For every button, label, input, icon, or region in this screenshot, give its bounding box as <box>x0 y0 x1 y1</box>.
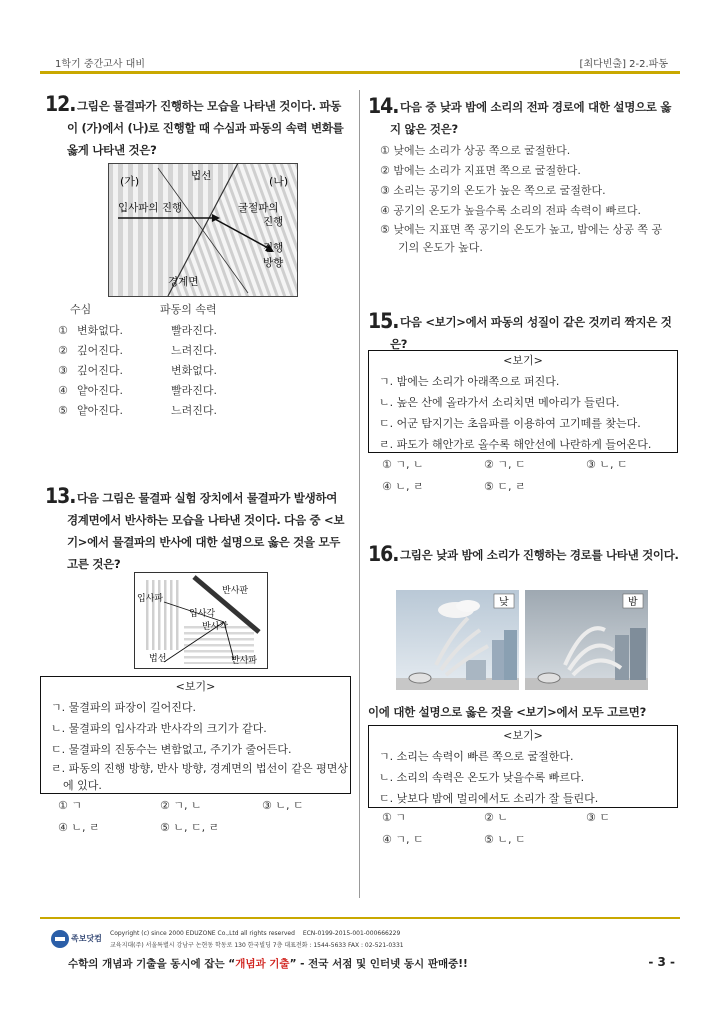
q13-option[interactable]: ① ㄱ <box>58 799 82 812</box>
q16-bogi-box <box>368 725 678 808</box>
footer-rule <box>40 917 680 919</box>
q12-fig-ga: (가) <box>120 175 140 188</box>
q13-bogi-item: ㄱ. 물결파의 파장이 길어진다. <box>51 701 196 714</box>
q13-fig-normal: 법선 <box>149 654 167 664</box>
header-right: [최다빈출] 2-2.파동 <box>579 59 668 70</box>
q13-bogi-item: ㄷ. 물결파의 진동수는 변함없고, 주기가 줄어든다. <box>51 743 292 756</box>
q16-day-figure <box>396 590 519 690</box>
q12-col-depth: 수심 <box>70 303 92 316</box>
q14-option[interactable]: ④ 공기의 온도가 높을수록 소리의 전파 속력이 빠르다. <box>380 204 641 217</box>
q16-option[interactable]: ③ ㄷ <box>586 811 610 824</box>
q12-number: 12. <box>45 92 76 116</box>
q15-option[interactable]: ② ㄱ, ㄷ <box>484 458 526 471</box>
q12-fig-boundary: 경계면 <box>168 276 199 288</box>
q16-option[interactable]: ① ㄱ <box>382 811 406 824</box>
footer-copyright-line <box>110 930 400 937</box>
footer-promo-a: 수학의 개념과 기출을 동시에 잡는 “ <box>68 958 236 970</box>
q12-option[interactable]: ⑤ 얕아진다. 느려진다. <box>58 404 218 417</box>
q12-text: 그림은 물결파가 진행하는 모습을 나타낸 것이다. 파동이 (가)에서 (나)로 진행할 때 수심과 파동의 속력 변화를 옳게 나타낸 것은? <box>67 99 344 157</box>
q13-option[interactable]: ③ ㄴ, ㄷ <box>262 799 304 812</box>
q14-option[interactable]: ② 밤에는 소리가 지표면 쪽으로 굴절한다. <box>380 164 581 177</box>
q14-option[interactable]: ③ 소리는 공기의 온도가 높은 쪽으로 굴절한다. <box>380 184 606 197</box>
q16-bogi-item: ㄱ. 소리는 속력이 빠른 쪽으로 굴절한다. <box>379 750 574 763</box>
column-divider <box>359 90 360 898</box>
q12-figure <box>108 163 298 297</box>
q12-fig-dir2: 방향 <box>263 257 284 269</box>
q13-bogi-title: <보기> <box>175 680 216 693</box>
q16-option[interactable]: ④ ㄱ, ㄷ <box>382 833 424 846</box>
q14-option[interactable]: ① 낮에는 소리가 상공 쪽으로 굴절한다. <box>380 144 571 157</box>
q13-bogi-item: 에 있다. <box>63 779 102 792</box>
q13-bogi-item: ㄹ. 파동의 진행 방향, 반사 방향, 경계면의 법선이 같은 평면상 <box>51 762 348 775</box>
q12-option[interactable]: ② 깊어진다. 느려진다. <box>58 344 218 357</box>
q16-bogi-item: ㄴ. 소리의 속력은 온도가 낮을수록 빠르다. <box>379 771 585 784</box>
q15-option[interactable]: ⑤ ㄷ, ㄹ <box>484 480 526 493</box>
q16-option[interactable]: ② ㄴ <box>484 811 508 824</box>
q15-option[interactable]: ④ ㄴ, ㄹ <box>382 480 424 493</box>
q15-option[interactable]: ① ㄱ, ㄴ <box>382 458 424 471</box>
footer-promo-b: 개념과 기출 <box>235 958 290 970</box>
q12-fig-refracted2: 진행 <box>263 216 284 228</box>
q13-fig-reflected: 반사파 <box>231 656 258 666</box>
q14-options <box>380 141 680 257</box>
q14-text: 다음 중 낮과 밤에 소리의 전파 경로에 대한 설명으로 옳지 않은 것은? <box>390 100 672 136</box>
q13-option[interactable]: ② ㄱ, ㄴ <box>160 799 202 812</box>
q16-day-label: 낮 <box>499 597 509 608</box>
q15-number: 15. <box>368 309 399 333</box>
q12-fig-normal: 법선 <box>191 170 212 182</box>
page-number: - 3 - <box>648 955 675 969</box>
q16-bogi-title: <보기> <box>503 729 543 742</box>
q12-option[interactable]: ① 변화없다. 빨라진다. <box>58 324 218 337</box>
q13-fig-angle-r: 반사각 <box>202 622 229 632</box>
q13-number: 13. <box>45 484 76 508</box>
q16-night-figure <box>525 590 648 690</box>
q13-bogi-box <box>40 676 351 794</box>
q13-figure <box>134 572 268 669</box>
q14-option[interactable]: ⑤ 낮에는 지표면 쪽 공기의 온도가 높고, 밤에는 상공 쪽 공 <box>380 223 663 236</box>
q15-bogi-item: ㄱ. 밤에는 소리가 아래쪽으로 퍼진다. <box>379 375 560 388</box>
q13-fig-incident: 입사파 <box>137 594 164 604</box>
q15-text: 다음 <보기>에서 파동의 성질이 같은 것끼리 짝지은 것은? <box>390 315 672 351</box>
q16-bogi-item: ㄷ. 낮보다 밤에 멀리에서도 소리가 잘 들린다. <box>379 792 599 805</box>
q15-bogi-box <box>368 350 678 453</box>
q14-option-cont: 기의 온도가 높다. <box>398 241 483 254</box>
q15-bogi-title: <보기> <box>503 354 543 367</box>
q13-fig-plate: 반사판 <box>222 586 249 596</box>
q13-option[interactable]: ④ ㄴ, ㄹ <box>58 821 100 834</box>
footer-logo <box>50 928 105 950</box>
q16-option[interactable]: ⑤ ㄴ, ㄷ <box>484 833 526 846</box>
q12-fig-refracted1: 굴절파의 <box>238 202 279 214</box>
q12-col-speed: 파동의 속력 <box>160 303 217 316</box>
q15-bogi-item: ㄷ. 어군 탐지기는 초음파를 이용하여 고기떼를 찾는다. <box>379 417 641 430</box>
footer-address: 교육지대(주) 서울특별시 강남구 논현동 학동로 130 한국빌딩 7층 대표전화 : 1544-5633 FAX : 02-521-0331 <box>110 942 404 949</box>
logo-icon <box>50 929 70 949</box>
q12-options <box>58 321 258 421</box>
q13-option[interactable]: ⑤ ㄴ, ㄷ, ㄹ <box>160 821 220 834</box>
q16-number: 16. <box>368 542 399 566</box>
footer-brand: 족보닷컴 <box>71 934 102 943</box>
q13-text: 다음 그림은 물결파 실험 장치에서 물결파가 발생하여 경계면에서 반사하는 모습을 나타낸 것이다. 다음 중 <보기>에서 물결파의 반사에 대한 설명으로 옳은 것을 모두 고른 것은? <box>67 491 345 571</box>
q13-bogi-item: ㄴ. 물결파의 입사각과 반사각의 크기가 같다. <box>51 722 267 735</box>
q14-number: 14. <box>368 94 399 118</box>
q15-bogi-item: ㄹ. 파도가 해안가로 올수록 해안선에 나란하게 들어온다. <box>379 438 652 451</box>
q16-text: 그림은 낮과 밤에 소리가 진행하는 경로를 나타낸 것이다. <box>400 548 679 562</box>
q15-option[interactable]: ③ ㄴ, ㄷ <box>586 458 628 471</box>
q12-option[interactable]: ④ 얕아진다. 빨라진다. <box>58 384 218 397</box>
footer-copyright: Copyright (c) since 2000 EDUZONE Co.,Ltd all rights reserved <box>110 930 295 937</box>
footer-code: ECN-0199-2015-001-000666229 <box>302 930 401 937</box>
q12-fig-dir1: 진행 <box>263 242 284 254</box>
header-rule <box>40 71 680 74</box>
q16-text2: 이에 대한 설명으로 옳은 것을 <보기>에서 모두 고르면? <box>368 705 646 719</box>
q12-fig-na: (나) <box>269 175 289 188</box>
footer-promo-c: ” - 전국 서점 및 인터넷 동시 판매중!! <box>289 958 468 970</box>
q16-night-label: 밤 <box>628 597 638 608</box>
q12-option[interactable]: ③ 깊어진다. 변화없다. <box>58 364 218 377</box>
q12-fig-incident: 입사파의 진행 <box>118 202 183 214</box>
q13-fig-angle-i: 입사각 <box>189 609 216 619</box>
q15-bogi-item: ㄴ. 높은 산에 올라가서 소리치면 메아리가 들린다. <box>379 396 620 409</box>
footer-promo <box>68 956 468 971</box>
header-left: 1학기 중간고사 대비 <box>55 59 145 70</box>
